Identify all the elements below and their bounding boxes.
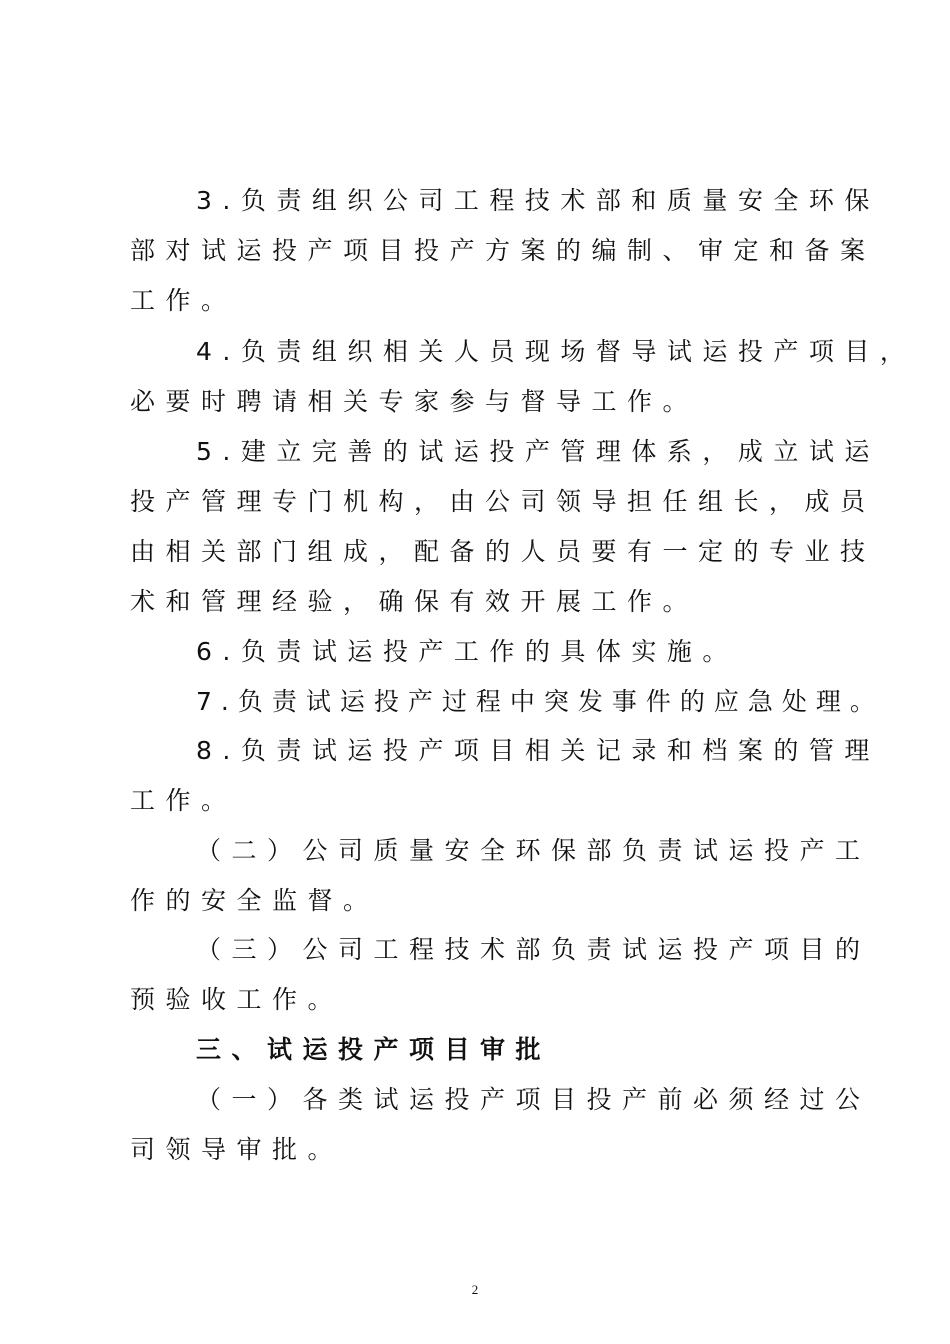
paragraph-4-line-1: 4.负责组织相关人员现场督导试运投产项目， — [196, 337, 916, 366]
paragraph-6-line-1: 6.负责试运投产工作的具体实施。 — [196, 637, 738, 666]
paragraph-5-line-4: 术和管理经验，确保有效开展工作。 — [130, 587, 699, 616]
paragraph-3-line-1: 3.负责组织公司工程技术部和质量安全环保 — [196, 186, 880, 215]
paragraph-4-line-2: 必要时聘请相关专家参与督导工作。 — [130, 387, 699, 416]
paragraph-sub-1-line-1: （一）各类试运投产项目投产前必须经过公 — [196, 1085, 871, 1114]
paragraph-8-line-2: 工作。 — [130, 786, 237, 815]
paragraph-5-line-2: 投产管理专门机构，由公司领导担任组长，成员 — [130, 487, 876, 516]
page-number: 2 — [471, 1282, 479, 1297]
paragraph-5-line-3: 由相关部门组成，配备的人员要有一定的专业技 — [130, 537, 876, 566]
paragraph-sub-1-line-2: 司领导审批。 — [130, 1135, 344, 1164]
paragraph-sub-3-line-2: 预验收工作。 — [130, 985, 344, 1014]
paragraph-sub-3-line-1: （三）公司工程技术部负责试运投产项目的 — [196, 935, 871, 964]
paragraph-sub-2-line-2: 作的安全监督。 — [130, 886, 379, 915]
paragraph-5-line-1: 5.建立完善的试运投产管理体系，成立试运 — [196, 437, 880, 466]
section-heading: 三、试运投产项目审批 — [196, 1035, 552, 1064]
paragraph-8-line-1: 8.负责试运投产项目相关记录和档案的管理 — [196, 736, 880, 765]
paragraph-3-line-3: 工作。 — [130, 286, 237, 315]
paragraph-3-line-2: 部对试运投产项目投产方案的编制、审定和备案 — [130, 236, 876, 265]
paragraph-sub-2-line-1: （二）公司质量安全环保部负责试运投产工 — [196, 836, 871, 865]
paragraph-7-line-1: 7.负责试运投产过程中突发事件的应急处理。 — [196, 687, 884, 716]
